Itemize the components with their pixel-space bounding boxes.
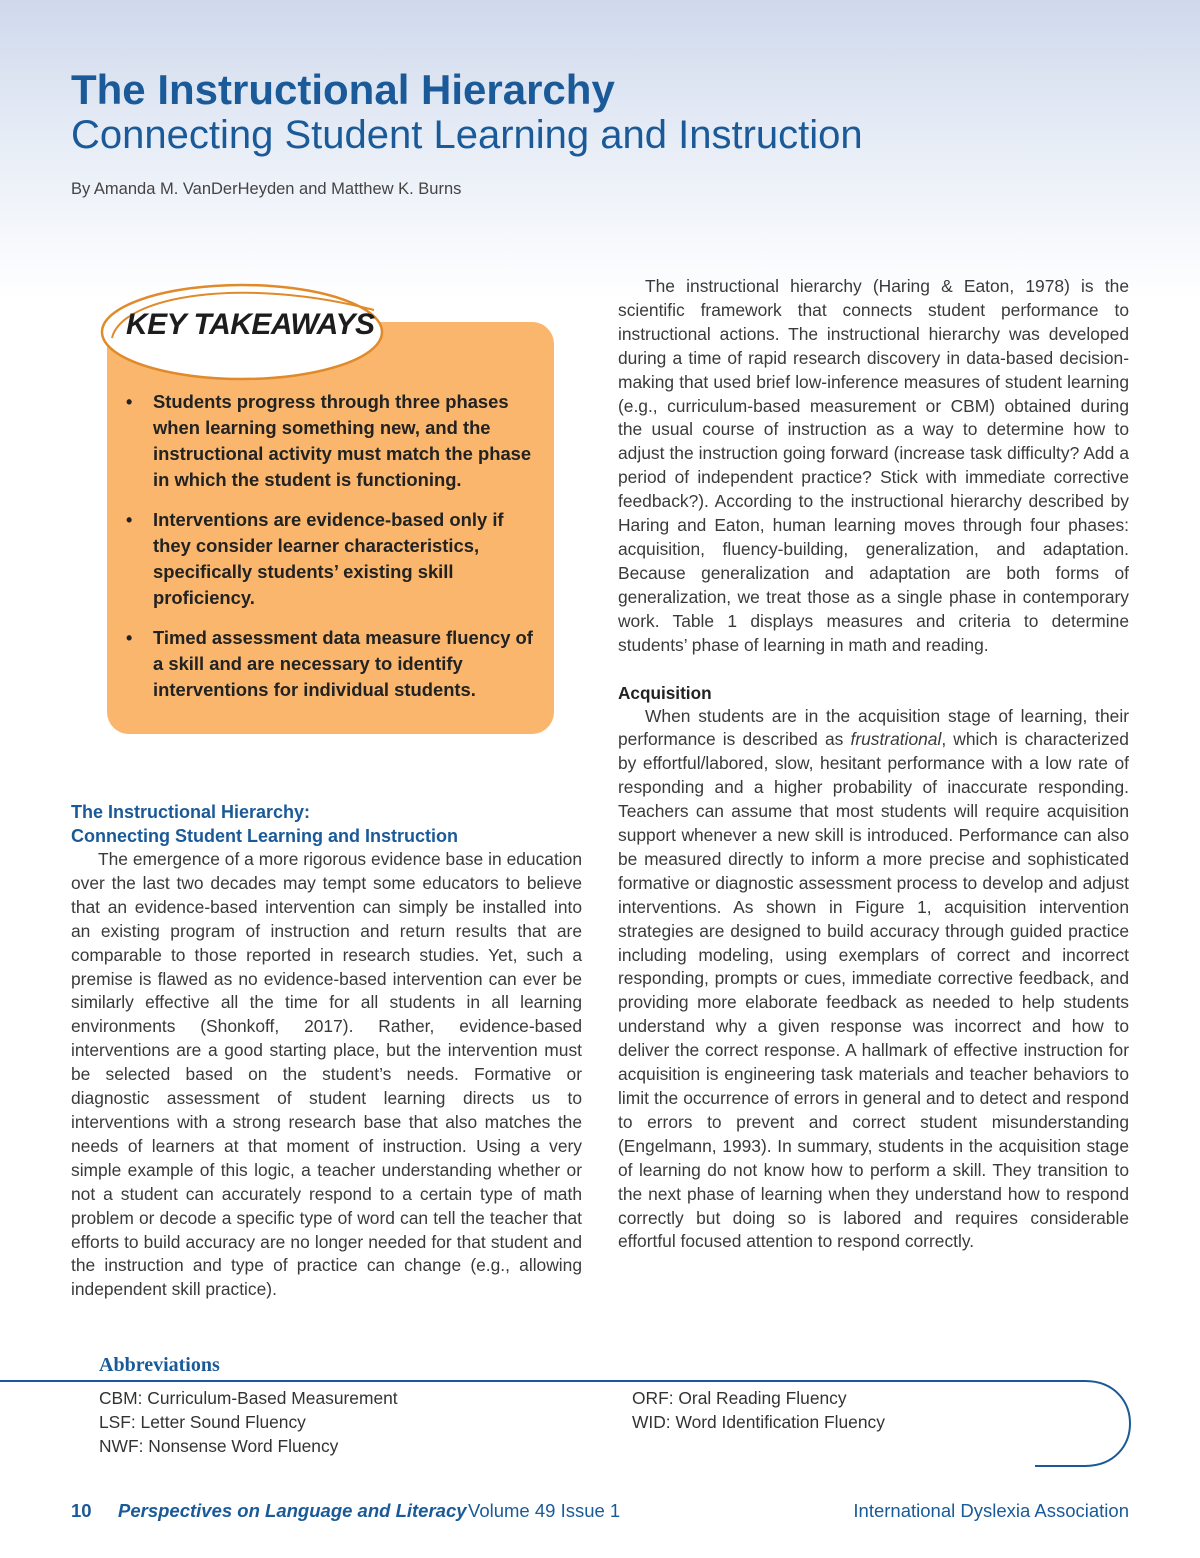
key-takeaways-list <box>126 389 534 717</box>
abbreviation-entry: WID: Word Identification Fluency <box>632 1412 885 1432</box>
takeaway-text: Interventions are evidence-based only if they consider learner characteristics, specifically students’ existing skill proficiency. <box>153 509 504 608</box>
hierarchy-paragraph: The instructional hierarchy (Haring & Eaton, 1978) is the scientific framework that connects student performance to instructional actions. The instructional hierarchy was developed during a time of rapid research discovery in data-based decision-making that used brief low-inference measures of student learning (e.g., curriculum-based measurement or CBM) obtained during the usual course of instruction as a way to determine how to adjust the instruction going forward (increase task difficulty? Add a period of independent practice? Stick with immediate corrective feedback?). According to the instructional hierarchy described by Haring and Eaton, human learning moves through four phases: acquisition, fluency-building, generalization, and adaptation. Because generalization and adaptation are both forms of generalization, we treat those as a single phase in contemporary work. Table 1 displays measures and criteria to determine students’ phase of learning in math and reading. <box>618 276 1129 655</box>
article-title: The Instructional Hierarchy <box>71 66 615 113</box>
page-number: 10 <box>71 1500 92 1521</box>
journal-title: Perspectives on Language and Literacy <box>118 1500 467 1521</box>
acquisition-text-start: When students are in the acquisition stage of learning, their performance is described as <box>618 705 1129 750</box>
takeaway-text: Students progress through three phases when learning something new, and the instructional activity must match the phase in which the student is functioning. <box>153 391 532 490</box>
takeaway-item <box>126 389 534 493</box>
left-column <box>71 800 582 1302</box>
abbreviation-entry: NWF: Nonsense Word Fluency <box>99 1436 339 1456</box>
section-heading-line2: Connecting Student Learning and Instruction <box>71 826 458 846</box>
abbreviations-left <box>99 1386 599 1458</box>
section-heading-line1: The Instructional Hierarchy: <box>71 802 311 822</box>
acquisition-heading: Acquisition <box>618 682 712 703</box>
organization-name: International Dyslexia Association <box>853 1500 1129 1521</box>
takeaway-item <box>126 625 534 703</box>
abbreviations-right <box>632 1386 1082 1434</box>
journal-volume: Volume 49 Issue 1 <box>468 1500 621 1521</box>
key-takeaways-heading: KEY TAKEAWAYS <box>126 308 375 341</box>
page-footer <box>71 1500 1129 1526</box>
article-subtitle: Connecting Student Learning and Instruction <box>71 113 863 157</box>
right-column <box>618 275 1129 1254</box>
byline: By Amanda M. VanDerHeyden and Matthew K. Burns <box>71 180 462 198</box>
abbreviation-entry: ORF: Oral Reading Fluency <box>632 1388 847 1408</box>
acquisition-text-end: , which is characterized by effortful/labored, slow, hesitant performance with a low rate of responding and a higher probability of inaccurate responding. Teachers can assume that most students will require acquisition support whenever a new skill is introduced. Performance can also be measured directly to inform a more precise and sophisticated formative or diagnostic assessment process to develop and adjust interventions. As shown in Figure 1, acquisition intervention strategies are designed to build accuracy through guided practice including modeling, using exemplars of correct and incorrect responding, prompts or cues, immediate corrective feedback, and providing more elaborate feedback as needed to help students understand why a given response was incorrect and how to deliver the correct response. A hallmark of effective instruction for acquisition is engineering task materials and teacher behaviors to limit the occurrence of errors in general and to detect and respond to errors to prevent and correct student misunderstanding (Engelmann, 1993). In summary, students in the acquisition stage of learning do not know how to perform a skill. They transition to the next phase of learning when they understand how to respond correctly but doing so is labored and requires considerable effortful focused attention to respond correctly. <box>618 729 1129 1252</box>
takeaway-item <box>126 507 534 611</box>
abbreviations-heading: Abbreviations <box>99 1354 220 1376</box>
intro-paragraph: The emergence of a more rigorous evidence base in education over the last two decades may tempt some educators to believe that an evidence-based intervention can simply be installed into an existing program of instruction and return results that are comparable to those reported in research studies. Yet, such a premise is flawed as no evidence-based intervention can ever be similarly effective all the time for all students in all learning environments (Shonkoff, 2017). Rather, evidence-based interventions are a good starting place, but the intervention must be selected based on the student’s needs. Formative or diagnostic assessment of student learning directs us to interventions with a strong research base that also matches the needs of learners at that moment of instruction. Using a very simple example of this logic, a teacher understanding whether or not a student can accurately respond to a certain type of math problem or decode a specific type of word can tell the teacher that efforts to build accuracy are no longer needed for that student and the instruction and type of practice can change (e.g., allowing independent skill practice). <box>71 849 582 1300</box>
emphasis-term: frustrational <box>850 729 942 750</box>
abbreviation-entry: LSF: Letter Sound Fluency <box>99 1412 306 1432</box>
takeaway-text: Timed assessment data measure fluency of a skill and are necessary to identify interventions for individual students. <box>153 627 533 700</box>
bullet-icon: • <box>126 510 133 530</box>
bullet-icon: • <box>126 392 133 412</box>
bullet-icon: • <box>126 628 133 648</box>
abbreviation-entry: CBM: Curriculum-Based Measurement <box>99 1388 398 1408</box>
acquisition-paragraph <box>618 705 1129 1255</box>
